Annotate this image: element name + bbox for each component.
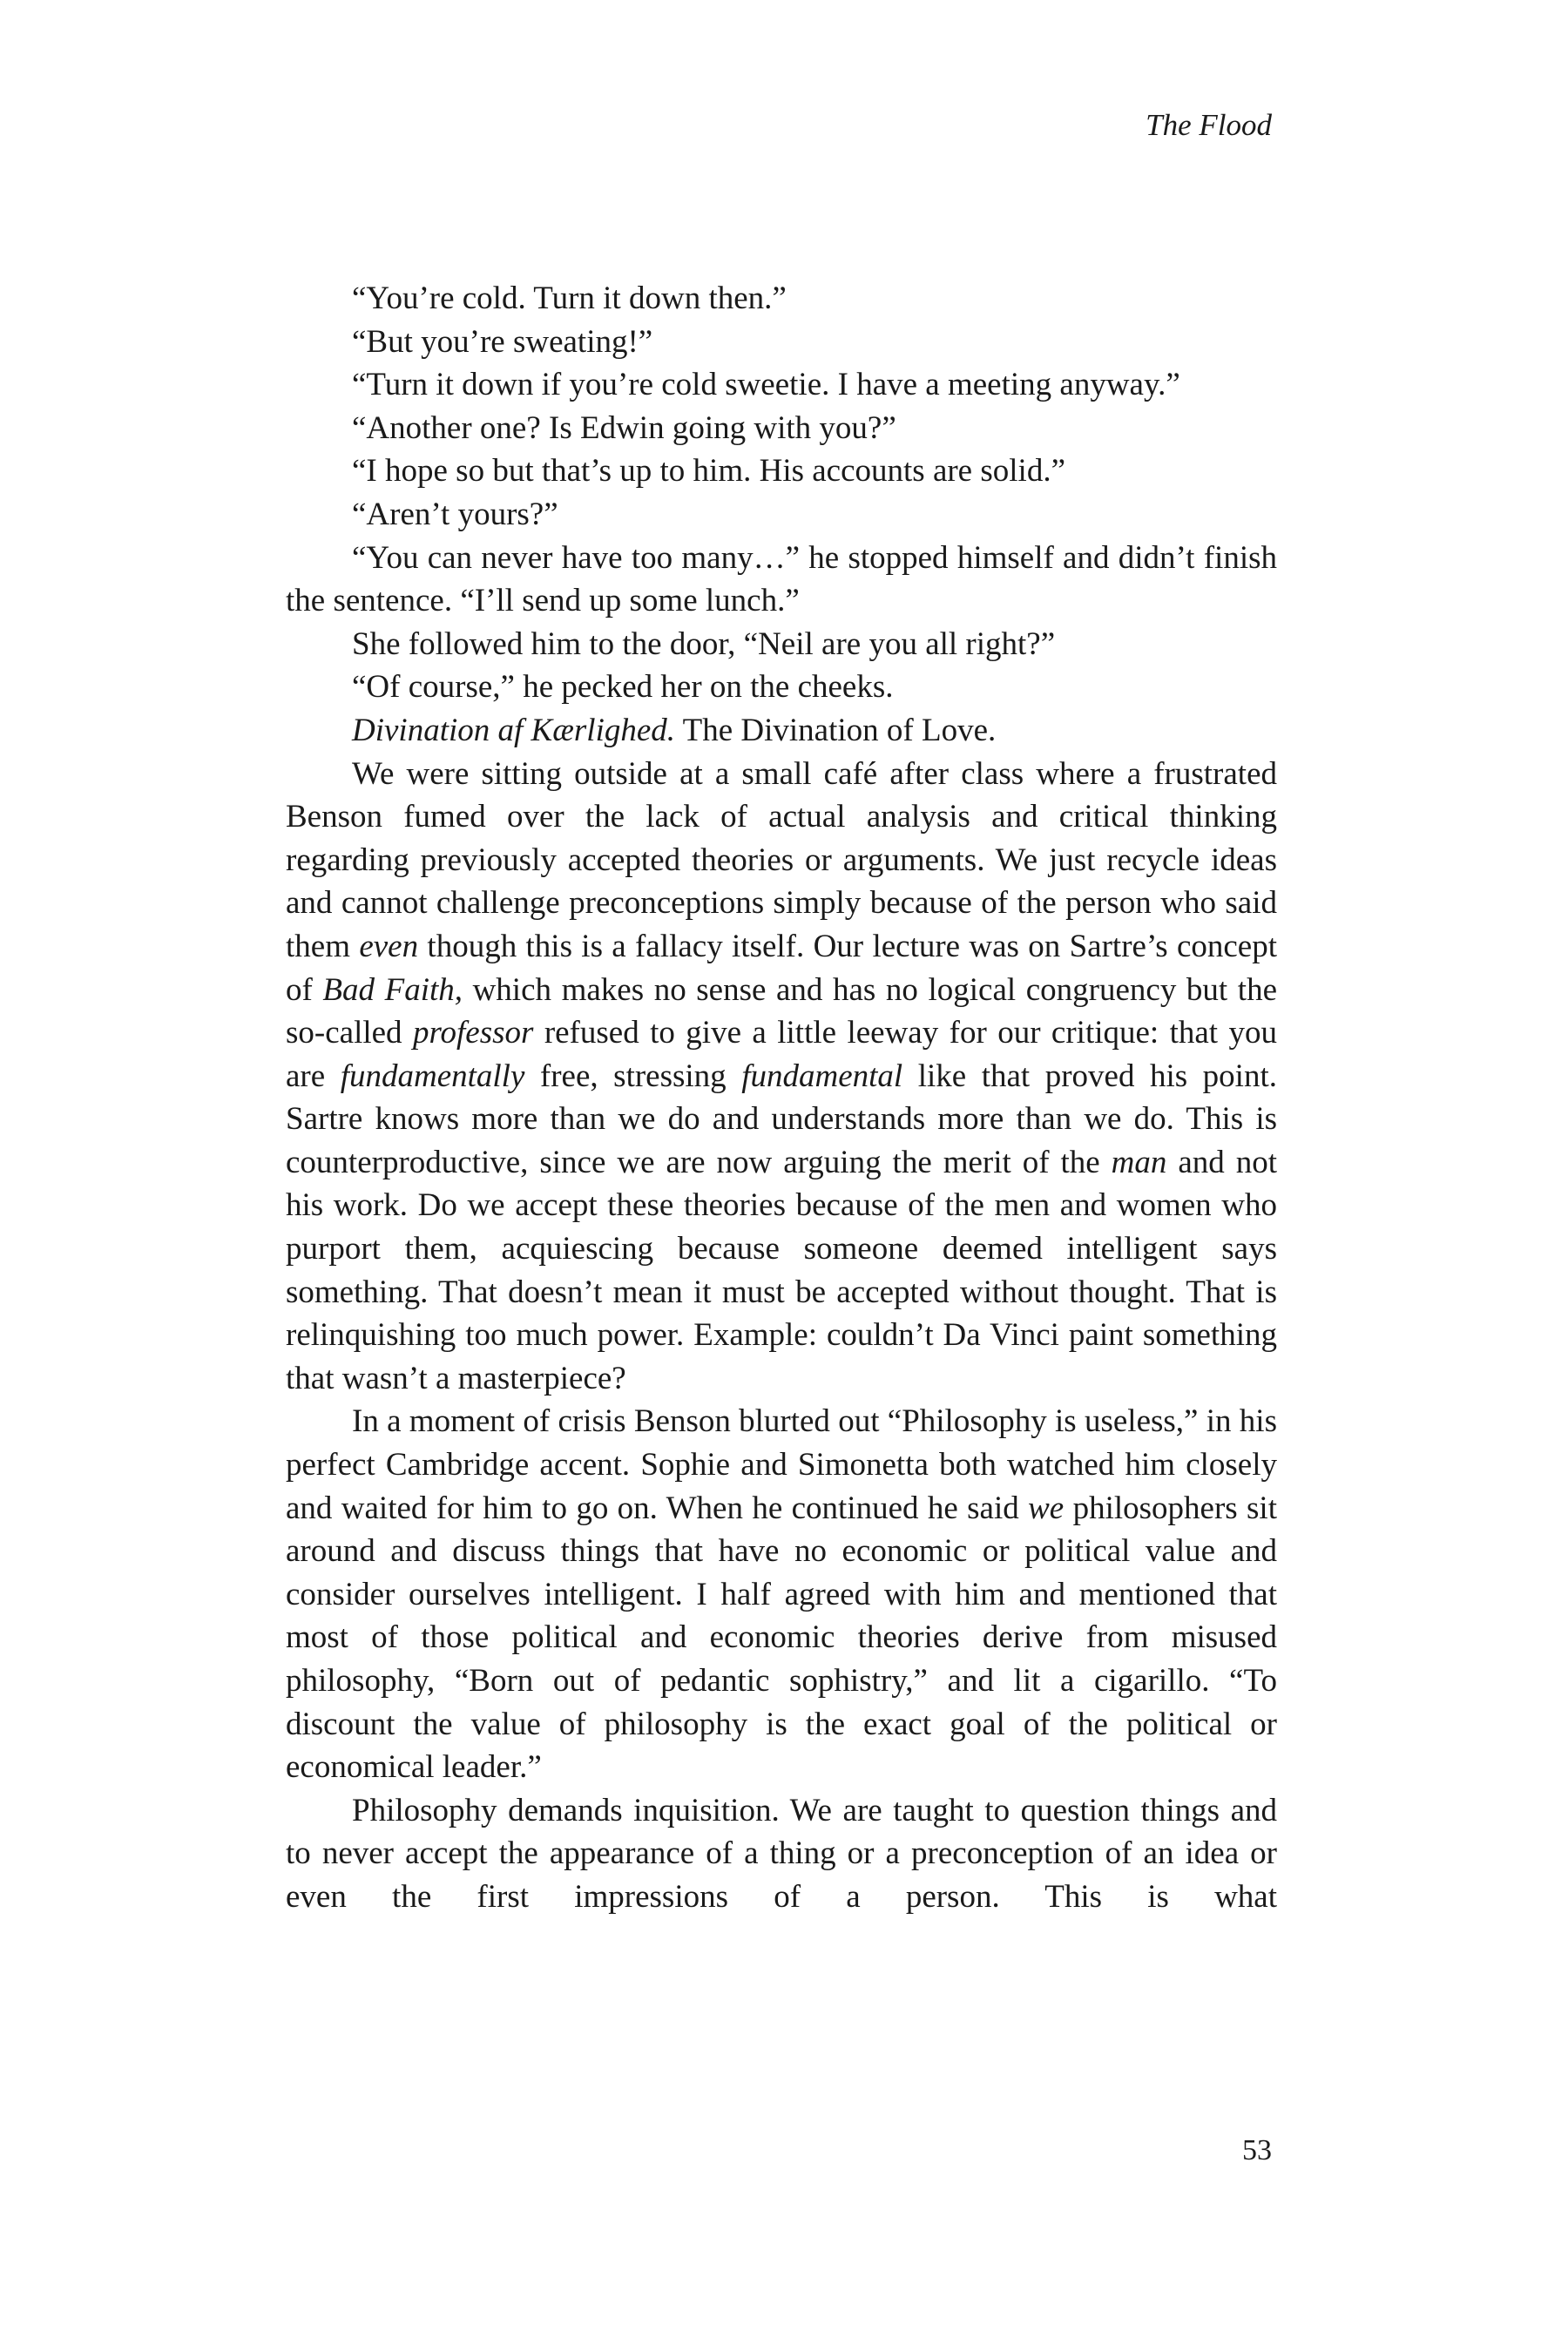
paragraph bbox=[286, 1400, 1277, 1788]
italic-text: fundamentally bbox=[340, 1058, 525, 1094]
paragraph bbox=[286, 321, 1277, 364]
text-run: “But you’re sweating!” bbox=[352, 323, 653, 360]
italic-text: Divination af Kærlighed. bbox=[352, 712, 676, 748]
paragraph bbox=[286, 1789, 1277, 1919]
paragraph bbox=[286, 666, 1277, 709]
text-run: which makes no sense and has no logical congruency but the so-called bbox=[286, 971, 1277, 1051]
text-run: like that proved his point. Sartre knows more than we do and understands more than we do. This is counterproductive, since we are now arguing the merit of the bbox=[286, 1058, 1277, 1180]
paragraph bbox=[286, 363, 1277, 407]
text-run: and not his work. Do we accept these theories because of the men and women who purport them, acquiescing because someone deemed intelligent says something. That doesn’t mean it must be accepted without thought. That is relinquishing too much power. Example: couldn’t Da Vinci paint something that wasn’t a masterpiece? bbox=[286, 1144, 1277, 1396]
text-run: In a moment of crisis Benson blurted out “Philosophy is useless,” in his perfect Cambridge accent. Sophie and Simonetta both watched him closely and waited for him to go on. When he continued he said bbox=[286, 1403, 1277, 1526]
paragraph bbox=[286, 753, 1277, 1401]
italic-text: fundamental bbox=[741, 1058, 903, 1094]
text-run: She followed him to the door, “Neil are you all right?” bbox=[352, 625, 1056, 662]
page-number: 53 bbox=[1242, 2134, 1272, 2166]
text-run: “I hope so but that’s up to him. His accounts are solid.” bbox=[352, 453, 1065, 490]
text-run: “Of course,” he pecked her on the cheeks. bbox=[352, 669, 894, 706]
text-run: free, stressing bbox=[524, 1058, 742, 1094]
text-run: “Turn it down if you’re cold sweetie. I have a meeting anyway.” bbox=[352, 367, 1180, 403]
text-run: “You can never have too many…” he stopped himself and didn’t finish the sentence. “I’ll send up some lunch.” bbox=[286, 539, 1277, 619]
text-run: “You’re cold. Turn it down then.” bbox=[352, 280, 787, 316]
paragraph bbox=[286, 537, 1277, 623]
text-run: We were sitting outside at a small café after class where a frustrated Benson fumed over the lack of actual analysis and critical thinking regarding previously accepted theories or arguments. We just recycle ideas and cannot challenge preconceptions simply because of the person who said them bbox=[286, 755, 1277, 964]
paragraph bbox=[286, 623, 1277, 666]
paragraph bbox=[286, 709, 1277, 753]
text-run: philosophers sit around and discuss things that have no economic or political value and consider ourselves intelligent. I half agreed with him and mentioned that most of those political and economic theories derive from misused philosophy, “Born out of pedantic sophistry,” and lit a cigarillo. “To discount the value of philosophy is the exact goal of the political or economical leader.” bbox=[286, 1490, 1277, 1786]
text-run: “Aren’t yours?” bbox=[352, 496, 558, 532]
running-head: The Flood bbox=[1146, 108, 1272, 142]
text-run: refused to give a little leeway for our critique: that you are bbox=[286, 1015, 1277, 1094]
paragraph bbox=[286, 493, 1277, 537]
italic-text: we bbox=[1028, 1490, 1064, 1526]
text-run: though this is a fallacy itself. Our lecture was on Sartre’s concept of bbox=[286, 928, 1277, 1008]
body-text bbox=[286, 277, 1277, 1919]
paragraph bbox=[286, 407, 1277, 450]
italic-text: man bbox=[1111, 1144, 1167, 1180]
paragraph bbox=[286, 277, 1277, 321]
italic-text: even bbox=[359, 928, 419, 964]
text-run: The Divination of Love. bbox=[675, 712, 997, 748]
italic-text: Bad Faith, bbox=[322, 971, 463, 1008]
text-run: Philosophy demands inquisition. We are taught to question things and to never accept the appearance of a thing or a preconception of an idea or even the first impressions of a person. This is what bbox=[286, 1792, 1277, 1915]
paragraph bbox=[286, 449, 1277, 493]
text-run: “Another one? Is Edwin going with you?” bbox=[352, 409, 896, 446]
italic-text: professor bbox=[412, 1015, 534, 1051]
